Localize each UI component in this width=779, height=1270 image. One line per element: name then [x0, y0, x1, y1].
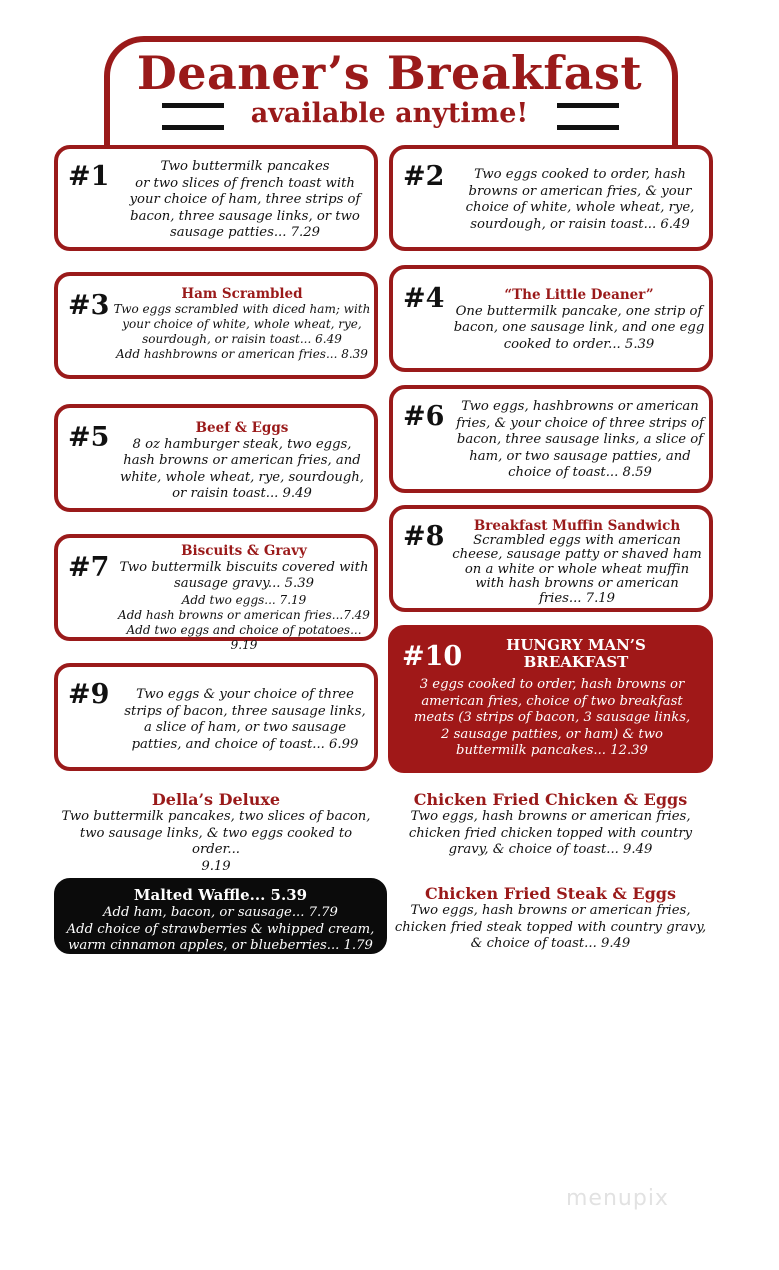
desc-line: american fries, choice of two breakfast	[421, 693, 683, 709]
extra-description	[388, 903, 713, 953]
desc-line: sausage patties... 7.29	[169, 225, 320, 240]
menu-item-10	[388, 625, 713, 773]
desc-line: fries... 7.19	[538, 590, 616, 606]
item-description	[445, 519, 709, 606]
desc-line: 9.19	[201, 858, 231, 874]
desc-line: strips of bacon, three sausage links,	[124, 703, 366, 719]
desc-line: Two eggs, hash browns or american fries,	[410, 809, 691, 824]
desc-line: Two eggs & your choice of three	[136, 687, 354, 702]
item-number: #7	[68, 552, 110, 583]
desc-line: your choice of white, whole wheat, rye,	[122, 317, 362, 331]
desc-line: Add ham, bacon, or sausage... 7.79	[103, 905, 338, 920]
extra-malted-waffle	[54, 878, 387, 954]
extra-description	[58, 886, 383, 955]
desc-line: One buttermilk pancake, one strip of	[455, 303, 703, 319]
menu-item-9	[54, 663, 378, 771]
item-number: #3	[68, 290, 110, 321]
desc-line: Two buttermilk pancakes	[160, 159, 330, 174]
desc-line: with hash browns or american	[475, 576, 679, 591]
desc-line: Add two eggs and choice of potatoes... 9.19	[126, 622, 362, 652]
desc-line: Two eggs cooked to order, hash	[474, 167, 686, 182]
desc-line: browns or american fries, & your	[468, 183, 692, 199]
item-description	[114, 543, 374, 653]
item-description	[455, 167, 705, 233]
desc-line: Add choice of strawberries & whipped cream,	[66, 921, 375, 937]
menu-subtitle: available anytime!	[250, 98, 529, 129]
item-number: #8	[403, 521, 445, 552]
item-description	[120, 159, 370, 242]
extra-title: Malted Waffle... 5.39	[133, 886, 308, 904]
extra-title: Chicken Fried Steak & Eggs	[425, 884, 676, 903]
title-line: HUNGRY MAN’S	[506, 636, 646, 654]
desc-line: a slice of ham, or two sausage	[143, 720, 347, 735]
item-number: #5	[68, 422, 110, 453]
desc-line: cheese, sausage patty or shaved ham	[452, 547, 702, 562]
desc-line: warm cinnamon apples, or blueberries... 1.79	[68, 938, 373, 953]
desc-line: meats (3 strips of bacon, 3 sausage links,	[413, 710, 691, 725]
item-title: Ham Scrambled	[181, 286, 303, 302]
desc-line: Two buttermilk biscuits covered with	[119, 559, 369, 575]
extra-description	[54, 809, 378, 875]
desc-line: your choice of ham, three strips of	[129, 192, 361, 207]
menu-item-7	[54, 534, 378, 652]
desc-line: ham, or two sausage patties, and	[469, 448, 691, 464]
item-title	[476, 637, 676, 671]
menu-item-2	[389, 145, 713, 251]
item-number: #10	[402, 641, 463, 672]
item-title: Biscuits & Gravy	[181, 543, 307, 559]
desc-line: Two eggs, hashbrowns or american	[461, 399, 699, 414]
watermark: menupix	[566, 1186, 669, 1211]
desc-line: & choice of toast... 9.49	[470, 936, 631, 951]
desc-line: bacon, three sausage links, or two	[130, 208, 360, 224]
item-title: Beef & Eggs	[195, 420, 289, 436]
desc-line: choice of white, whole wheat, rye,	[465, 200, 695, 215]
extra-title: Chicken Fried Chicken & Eggs	[413, 790, 688, 809]
desc-line: buttermilk pancakes... 12.39	[456, 743, 648, 758]
desc-line: sourdough, or raisin toast... 6.49	[470, 216, 690, 232]
menu-item-1	[54, 145, 378, 251]
desc-line: 3 eggs cooked to order, hash browns or	[419, 677, 685, 692]
menu-item-6	[389, 385, 713, 493]
desc-line: or two slices of french toast with	[135, 175, 355, 191]
extra-dellas-deluxe	[54, 790, 378, 875]
menu-title: Deaner’s Breakfast	[136, 46, 643, 100]
desc-line: Two buttermilk pancakes, two slices of bacon,	[61, 809, 371, 824]
menu-item-4	[389, 265, 713, 372]
desc-line: Two eggs scrambled with diced ham; with	[113, 302, 371, 316]
desc-line: cooked to order... 5.39	[503, 336, 655, 352]
item-description	[120, 687, 370, 753]
extra-chicken-fried-steak	[388, 884, 713, 953]
item-description	[451, 399, 709, 482]
desc-line: chicken fried chicken topped with country	[408, 825, 693, 841]
item-description	[114, 420, 370, 503]
extra-title: Della’s Deluxe	[151, 790, 281, 809]
desc-line: chicken fried steak topped with country gravy,	[394, 919, 707, 935]
desc-line: sourdough, or raisin toast... 6.49	[142, 332, 342, 346]
item-description	[449, 287, 709, 353]
desc-line: 8 oz hamburger steak, two eggs,	[132, 436, 352, 452]
desc-line: gravy, & choice of toast... 9.49	[448, 842, 653, 857]
item-number: #9	[68, 679, 110, 710]
title-line: BREAKFAST	[523, 653, 629, 671]
desc-line: bacon, three sausage links, a slice of	[456, 432, 704, 447]
item-number: #4	[403, 283, 445, 314]
desc-line: Add two eggs... 7.19	[181, 592, 307, 607]
extra-chicken-fried-chicken	[388, 790, 713, 859]
menu-item-5	[54, 404, 378, 512]
item-number: #2	[403, 161, 445, 192]
item-title: Breakfast Muffin Sandwich	[473, 518, 681, 534]
menu-item-8	[389, 505, 713, 612]
desc-line: hash browns or american fries, and	[123, 453, 361, 468]
desc-line: or raisin toast... 9.49	[172, 486, 312, 501]
desc-line: sausage gravy... 5.39	[173, 576, 315, 591]
item-title: “The Little Deaner”	[504, 287, 654, 303]
desc-line: Add hash browns or american fries...7.49	[118, 607, 370, 622]
desc-line: Add hashbrowns or american fries... 8.39	[116, 347, 368, 361]
menu-item-3	[54, 272, 378, 379]
desc-line: bacon, one sausage link, and one egg	[453, 320, 705, 335]
desc-line: patties, and choice of toast... 6.99	[131, 736, 359, 752]
desc-line: Scrambled eggs with american	[473, 532, 681, 548]
desc-line: white, whole wheat, rye, sourdough,	[119, 469, 364, 485]
item-description	[108, 287, 376, 362]
item-number: #1	[68, 161, 110, 192]
desc-line: fries, & your choice of three strips of	[456, 415, 704, 431]
extra-description	[388, 809, 713, 859]
desc-line: choice of toast... 8.59	[508, 465, 652, 480]
item-description	[404, 677, 700, 760]
desc-line: 2 sausage patties, or ham) & two	[441, 726, 663, 742]
desc-line: on a white or whole wheat muffin	[464, 561, 690, 577]
item-number: #6	[403, 401, 445, 432]
desc-line: two sausage links, & two eggs cooked to order...	[79, 825, 353, 857]
desc-line: Two eggs, hash browns or american fries,	[410, 903, 691, 918]
